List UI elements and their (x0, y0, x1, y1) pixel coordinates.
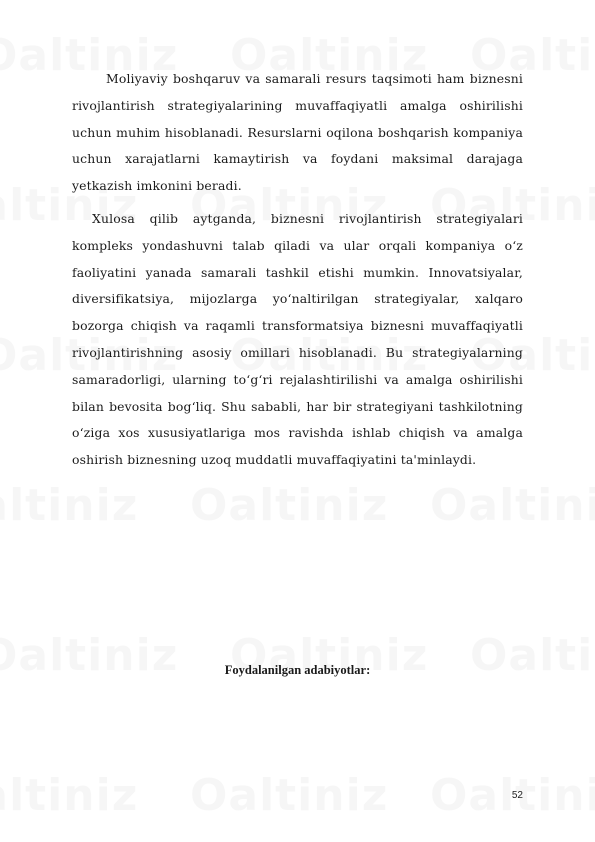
watermark-logo (190, 770, 388, 821)
watermark-logo (430, 480, 595, 531)
page-number: 52 (511, 790, 523, 801)
references-heading: Foydalanilgan adabiyotlar: (224, 663, 371, 677)
watermark-logo (0, 770, 138, 821)
watermark-logo (190, 480, 388, 531)
paragraph-financial-management: Moliyaviy boshqaruv va samarali resurs taqsimoti ham biznesni rivojlantirish strategiyalarining muvaffaqiyatli amalga oshirilishi uchun muhim hisoblanadi. Resurslarni oqilona boshqarish kompaniya uchun xarajatlarni kamaytirish va foydani maksimal darajaga yetkazish imkonini beradi. (72, 71, 523, 194)
watermark-logo (0, 480, 138, 531)
document-body (72, 66, 523, 474)
paragraph-conclusion: Xulosa qilib aytganda, biznesni rivojlantirish strategiyalari kompleks yondashuvni talab qiladi va ular orqali kompaniya o‘z faoliyatini yanada samarali tashkil etishi mumkin. Innovatsiyalar, diversifikatsiya, mijozlarga yo‘naltirilgan strategiyalar, xalqaro bozorga chiqish va raqamli transformatsiya biznesni muvaffaqiyatli rivojlantirishning asosiy omillari hisoblanadi. Bu strategiyalarning samaradorligi, ularning to‘g‘ri rejalashtirilishi va amalga oshirilishi bilan bevosita bog‘liq. Shu sababli, har bir strategiyani tashkilotning o‘ziga xos xususiyatlariga mos ravishda ishlab chiqish va amalga oshirish biznesning uzoq muddatli muvaffaqiyatini ta'minlaydi. (72, 210, 523, 468)
